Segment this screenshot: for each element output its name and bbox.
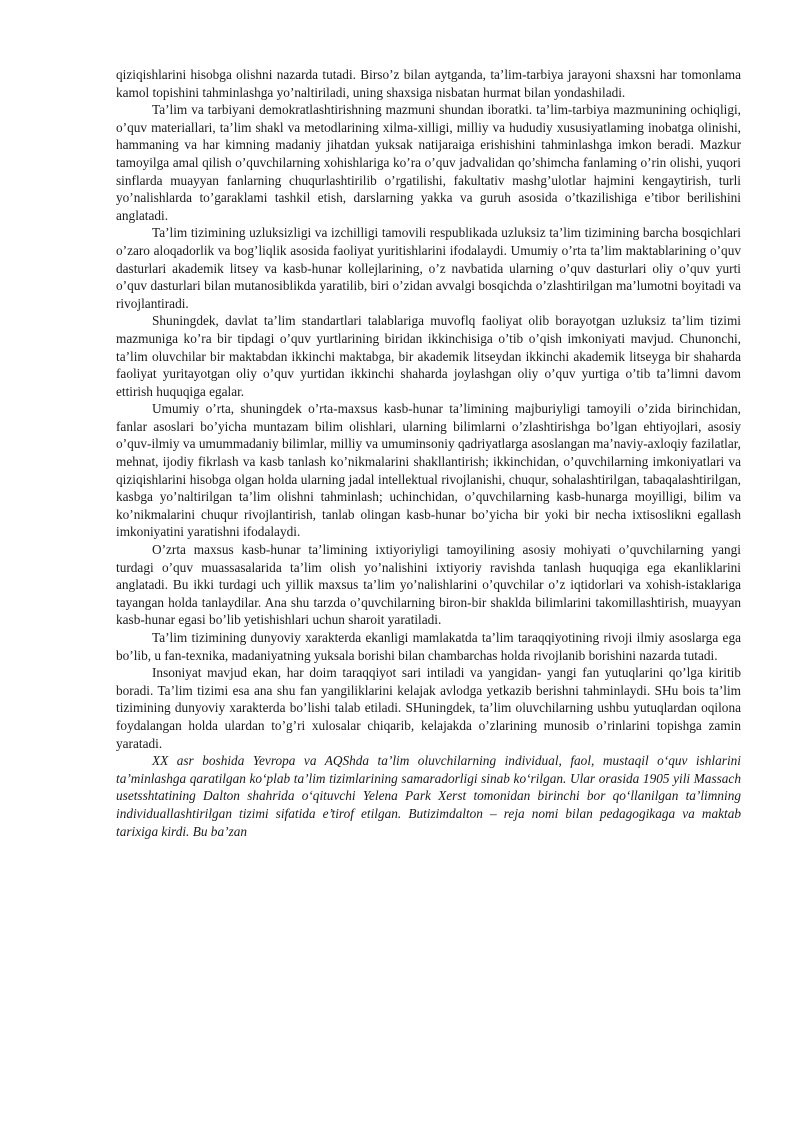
paragraph-8: Insoniyat mavjud ekan, har doim taraqqiyot sari intiladi va yangidan- yangi fan yutuqlarini qo’lga kiritib boradi. Ta’lim tizimi esa ana shu fan yangiliklarini kelajak avlodga yetkazib berishni tahminlaydi. SHu bois ta’lim tizimining dunyoviy xarakterda bo’lishi talab etiladi. SHuningdek, ta’lim oluvchilarning ushbu yutuqlardan oqilona foydalangan holda ulardan to’g’ri xulosalar chiqarib, kelajakda o’zlarining munosib o’rinlarini topishga zamin yaratadi. bbox=[116, 665, 741, 751]
paragraph-6: O’zrta maxsus kasb-hunar ta’limining ixtiyoriyligi tamoyilining asosiy mohiyati o’quvchilarning yangi turdagi o’quv muassasalarida ta’lim olish yo’nalishini ixtiyoriy ravishda tanlash huquqiga ega ekanliklarini anglatadi. Bu ikki turdagi uch yillik maxsus ta’lim yo’nalishlarini o’quvchilar o’z iqtidorlari va xohish-istaklariga tayangan holda tanlaydilar. Ana shu tarzda o’quvchilarning biron-bir shaklda bilimlarini takomillashtirish, muayyan kasb-hunar egasi bo’lib yetishishlari uchun sharoit yaratiladi. bbox=[116, 542, 741, 628]
document-page bbox=[116, 66, 741, 840]
paragraph-7: Ta’lim tizimining dunyoviy xarakterda ekanligi mamlakatda ta’lim taraqqiyotining rivoji ilmiy asoslarga ega bo’lib, u fan-texnika, madaniyatning yuksala borishi bilan chambarchas holda rivojlanib borishini nazarda tutadi. bbox=[116, 630, 741, 663]
paragraph-4: Shuningdek, davlat ta’lim standartlari talablariga muvoflq faoliyat olib borayotgan uzluksiz ta’lim tizimi mazmuniga ko’ra bir tipdagi o’quv yurtlarining biridan ikkinchisiga o’tib o’qish imkoniyati mavjud. Chunonchi, ta’lim oluvchilar bir maktabdan ikkinchi maktabga, bir akademik litseydan ikkinchi akademik litseyga bir shaharda faoliyat yuritayotgan oliy o’quv yurtidan ikkinchi shaharda joylashgan oliy o’quv yurtiga o’tib ta’limni davom ettirish huquqiga egalar. bbox=[116, 313, 741, 399]
paragraph-2: Ta’lim va tarbiyani demokratlashtirishning mazmuni shundan iboratki. ta’lim-tarbiya mazmunining ochiqligi, o’quv materiallari, ta’lim shakl va metodlarining xilma-xilligi, milliy va hududiy xususiyatlaming inobatga olinishi, hammaning va har kimning madaniy jihatdan yuksak natijaraiga erishishini tahminlashga imkon beradi. Mazkur tamoyilga amal qilish o’quvchilarning xohishlariga ko’ra o’quv jadvalidan qo’shimcha fanlaming o’rin olishi, yuqori sinflarda muayyan fanlarning chuqurlashtirilib o’rgatilishi, fakultativ mashg’ulotlar hajmini kengaytirish, turli yo’nalishlarda to’garaklami tashkil etish, darslarning yakka va guruh asosida o’tkazilishiga e’tibor berilishini anglatadi. bbox=[116, 102, 741, 223]
paragraph-1: qiziqishlarini hisobga olishni nazarda tutadi. Birso’z bilan aytganda, ta’lim-tarbiya jarayoni shaxsni har tomonlama kamol topishini tahminlashga yo’naltiriladi, uning shaxsiga nisbatan hurmat bilan yondashiladi. bbox=[116, 67, 741, 100]
paragraph-9-italic: XX asr boshida Yevropa va AQShda ta’lim oluvchilarning individual, faol, mustaqil o‘quv ishlarini ta’minlashga qaratilgan ko‘plab ta’lim tizimlarining samaradorligi sinab ko‘rilgan. Ular orasida 1905 yili Massach usetsshtatining Dalton shahrida o‘qituvchi Yelena Park Xerst tomonidan birinchi bor qo‘llanilgan ta’limning individuallashtirilgan tizimi sifatida e’tirof etilgan. Butizimdalton – reja nomi bilan pedagogikaga va maktab tarixiga kirdi. Bu ba’zan bbox=[116, 753, 741, 839]
paragraph-5: Umumiy o’rta, shuningdek o’rta-maxsus kasb-hunar ta’limining majburiyligi tamoyili o’zida birinchidan, fanlar asoslari bo’yicha muntazam bilim olishlari, ularning bilimlarni o’zlashtirishga bo’lgan ehtiyojlari, asosiy o’quv-ilmiy va umummadaniy bilimlar, milliy va umuminsoniy qadriyatlarga asoslangan ma’naviy-axloqiy fazilatlar, mehnat, ijodiy fikrlash va kasb tanlash ko’nikmalarini shakllantirish; ikkinchidan, o’quvchilarning imkoniyatlari va qiziqishlarini hisobga olgan holda ularning jadal intellektual rivojlanishi, chuqur, sohalashtirilgan, tabaqalashtirilgan, kasbga yo’naltirilgan ta’lim olishni tahminlash; uchinchidan, o’quvchilarning kasb-hunarga moyilligi, bilim va ko’nikmalarini chuqur rivojlantirish, tanlab olingan kasb-hunar bo’yicha bir yoki bir necha ixtisoslikni egallash imkoniyatini yaratishni ifodalaydi. bbox=[116, 401, 741, 540]
paragraph-3: Ta’lim tizimining uzluksizligi va izchilligi tamovili respublikada uzluksiz ta’lim tizimining barcha bosqichlari o’zaro aloqadorlik va bog’liqlik asosida faoliyat yuritishlarini ifodalaydi. Umumiy o’rta ta’lim maktablarining o’quv dasturlari akademik litsey va kasb-hunar kollejlarining, o’z navbatida ularning o’quv dasturlari oliy o’quv yurti o’quv dasturlari bilan mutanosiblikda yaratilib, biri o’zidan avvalgi bosqichda o’zlashtirilgan ma’lumotni boyitadi va rivojlantiradi. bbox=[116, 225, 741, 311]
